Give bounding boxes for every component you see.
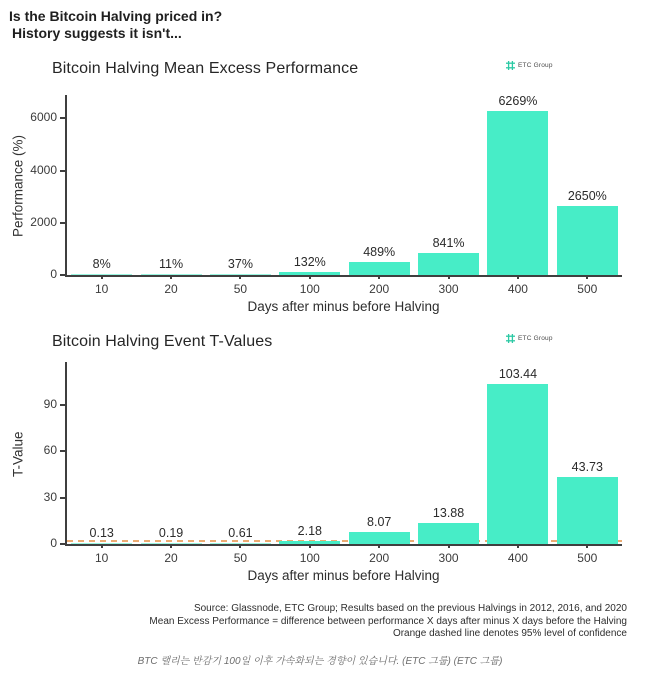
x-tick — [517, 544, 519, 548]
bar-value-label: 0.19 — [158, 526, 184, 540]
y-tick-label: 6000 — [30, 110, 57, 125]
y-tick — [60, 450, 65, 452]
x-tick-label: 300 — [438, 282, 459, 296]
bar-value-label: 8.07 — [367, 514, 392, 529]
x-tick-label: 10 — [95, 551, 109, 565]
bar-value-label: 841% — [432, 236, 465, 251]
x-tick — [448, 544, 450, 548]
bar-value-label: 103.44 — [498, 367, 538, 382]
bar-value-label: 0.61 — [228, 526, 253, 540]
source-note-line1: Source: Glassnode, ETC Group; Results based on the previous Halvings in 2012, 2016, and 2020 — [193, 603, 627, 614]
y-tick — [60, 222, 65, 224]
x-tick-label: 50 — [233, 551, 248, 565]
x-tick — [170, 275, 172, 279]
bar-value-label: 8% — [92, 257, 111, 271]
etc-group-logo — [506, 334, 553, 343]
y-tick-label: 4000 — [30, 162, 57, 177]
bar — [557, 477, 618, 544]
bar — [487, 384, 548, 544]
bar — [210, 274, 271, 275]
bar — [279, 272, 340, 275]
x-tick — [586, 544, 588, 548]
page-title-line1: Is the Bitcoin Halving priced in? — [9, 8, 223, 24]
x-tick-label: 200 — [369, 551, 390, 565]
x-tick-label: 500 — [577, 551, 598, 565]
bar-value-label: 6269% — [498, 94, 538, 109]
x-tick — [239, 275, 241, 279]
x-tick — [170, 544, 172, 548]
y-tick — [60, 117, 65, 119]
x-tick-label: 50 — [233, 282, 248, 296]
x-axis-label: Days after minus before Halving — [247, 299, 440, 314]
y-axis-label: Performance (%) — [10, 134, 26, 238]
x-tick — [309, 544, 311, 548]
x-tick — [586, 275, 588, 279]
x-tick — [378, 275, 380, 279]
x-tick-label: 400 — [507, 551, 528, 565]
bar — [141, 274, 202, 275]
bar — [487, 111, 548, 275]
y-tick-label: 30 — [43, 489, 57, 504]
source-note-line3: Orange dashed line denotes 95% level of confidence — [392, 628, 627, 639]
x-tick — [448, 275, 450, 279]
bar — [557, 206, 618, 275]
y-tick-label: 2000 — [30, 214, 57, 229]
source-note-line2: Mean Excess Performance = difference between performance X days after minus X days before the Halving — [149, 615, 627, 627]
etc-group-logo — [506, 61, 553, 70]
x-tick — [101, 544, 103, 548]
bar-value-label: 132% — [293, 254, 326, 269]
y-tick-label: 0 — [50, 536, 57, 550]
x-axis-label: Days after minus before Halving — [247, 568, 440, 583]
x-tick — [517, 275, 519, 279]
x-tick — [239, 544, 241, 548]
x-tick-label: 10 — [95, 282, 109, 296]
x-tick-label: 20 — [164, 282, 178, 296]
y-tick-label: 0 — [50, 267, 57, 281]
page-title-line2: History suggests it isn't... — [12, 25, 182, 41]
chart-t-values — [0, 325, 650, 590]
bar — [141, 543, 202, 544]
x-tick-label: 20 — [164, 551, 178, 565]
bar — [279, 541, 340, 544]
bar — [71, 274, 132, 275]
source-note — [20, 603, 627, 641]
chart-title: Bitcoin Halving Mean Excess Performance — [52, 60, 359, 77]
korean-caption: BTC 랠리는 반감기 100일 이후 가속화되는 경향이 있습니다. (ETC 그룹) (ETC 그룹) — [137, 656, 503, 667]
y-tick — [60, 170, 65, 172]
y-tick-label: 60 — [43, 443, 57, 458]
x-tick-label: 500 — [577, 282, 598, 296]
y-tick — [60, 497, 65, 499]
bar-value-label: 489% — [363, 245, 396, 260]
y-axis-label: T-Value — [10, 431, 26, 477]
x-tick-label: 200 — [369, 282, 390, 296]
bar-value-label: 0.13 — [89, 526, 114, 540]
bar — [418, 253, 479, 275]
y-tick — [60, 543, 65, 545]
bar — [210, 543, 271, 544]
x-tick — [101, 275, 103, 279]
plot-area — [43, 362, 622, 565]
bar-value-label: 11% — [159, 257, 184, 271]
bar — [71, 543, 132, 544]
y-tick — [60, 404, 65, 406]
bar — [349, 262, 410, 275]
bar-value-label: 37% — [227, 257, 253, 271]
bar — [349, 532, 410, 544]
page-title — [9, 8, 222, 42]
x-tick — [378, 544, 380, 548]
etc-group-logo-icon — [506, 61, 515, 70]
bar-value-label: 13.88 — [432, 505, 465, 520]
bar-value-label: 43.73 — [571, 459, 603, 474]
chart-mean-excess-performance — [0, 55, 650, 320]
x-tick-label: 100 — [299, 551, 320, 565]
x-tick-label: 100 — [299, 282, 320, 296]
x-tick — [309, 275, 311, 279]
plot-area — [30, 94, 622, 296]
etc-group-logo-text: ETC Group — [518, 62, 553, 69]
y-tick-label: 90 — [43, 397, 57, 412]
bar — [418, 523, 479, 544]
bar-value-label: 2.18 — [297, 523, 322, 538]
bar-value-label: 2650% — [567, 188, 607, 203]
etc-group-logo-text: ETC Group — [518, 335, 553, 342]
y-tick — [60, 274, 65, 276]
etc-group-logo-icon — [506, 334, 515, 343]
x-tick-label: 400 — [507, 282, 528, 296]
x-tick-label: 300 — [438, 551, 459, 565]
chart-title: Bitcoin Halving Event T-Values — [52, 333, 273, 350]
